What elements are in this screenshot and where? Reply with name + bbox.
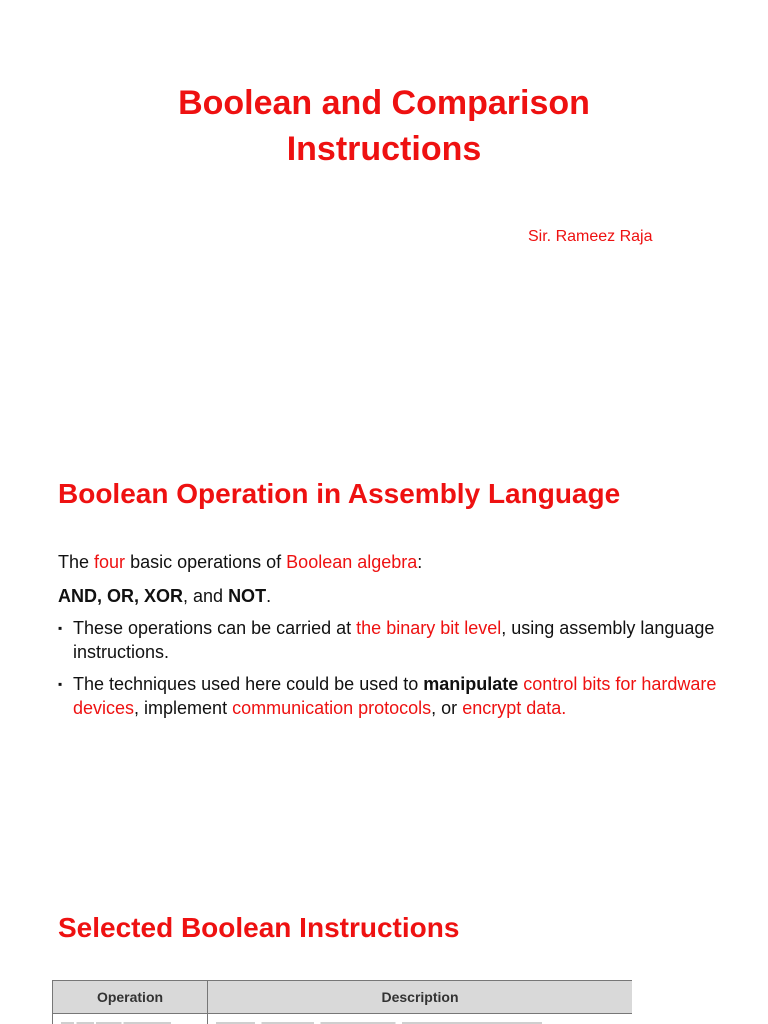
operations-line — [58, 584, 728, 608]
title-line-2: Instructions — [286, 130, 482, 168]
intro-line — [58, 550, 728, 574]
bullet-text: These operations can be carried at — [73, 618, 357, 638]
highlight-boolean-algebra: Boolean algebra — [286, 552, 418, 572]
intro-text: : — [417, 552, 423, 572]
table-header-operation: Operation — [53, 981, 208, 1014]
table-header-row — [53, 981, 633, 1014]
ops-and-or-xor: AND, OR, XOR — [58, 586, 184, 606]
ops-text: , and — [183, 586, 229, 606]
highlight-communication-protocols: communication protocols — [232, 698, 432, 718]
bullet-text: The techniques used here could be used to — [73, 674, 424, 694]
highlight-encrypt-data: encrypt data. — [462, 698, 567, 718]
title-slide — [0, 0, 768, 430]
intro-text: basic operations of — [125, 552, 287, 572]
bold-manipulate: manipulate — [423, 674, 519, 694]
intro-text: The — [58, 552, 95, 572]
bullet-item — [58, 616, 728, 664]
title-line-1: Boolean and Comparison — [178, 84, 590, 122]
presentation-title — [0, 80, 768, 172]
boolean-operation-slide — [0, 430, 768, 850]
highlight-four: four — [94, 552, 126, 572]
bullet-item — [58, 672, 728, 720]
slide-title: Boolean Operation in Assembly Language — [58, 478, 621, 509]
table-row — [53, 1014, 633, 1024]
slide-title: Selected Boolean Instructions — [58, 912, 460, 943]
bullet-text: , using assembly language instructions. — [73, 618, 715, 662]
highlight-binary-bit-level: the binary bit level — [356, 618, 502, 638]
selected-instructions-slide — [0, 850, 768, 1024]
table — [52, 980, 632, 1024]
bullet-text: , or — [431, 698, 463, 718]
bullet-square-icon: ▪ — [58, 621, 63, 635]
table-header-description: Description — [208, 981, 633, 1014]
table-cell — [53, 1014, 208, 1024]
instructions-table — [52, 980, 632, 1024]
ops-text: . — [266, 586, 272, 606]
table-cell — [208, 1014, 633, 1024]
ops-not: NOT — [228, 586, 267, 606]
highlight-control-bits: control bits for hardware devices — [73, 674, 717, 718]
bullet-square-icon: ▪ — [58, 677, 63, 691]
bullet-text: , implement — [134, 698, 233, 718]
author-name: Sir. Rameez Raja — [528, 228, 653, 245]
